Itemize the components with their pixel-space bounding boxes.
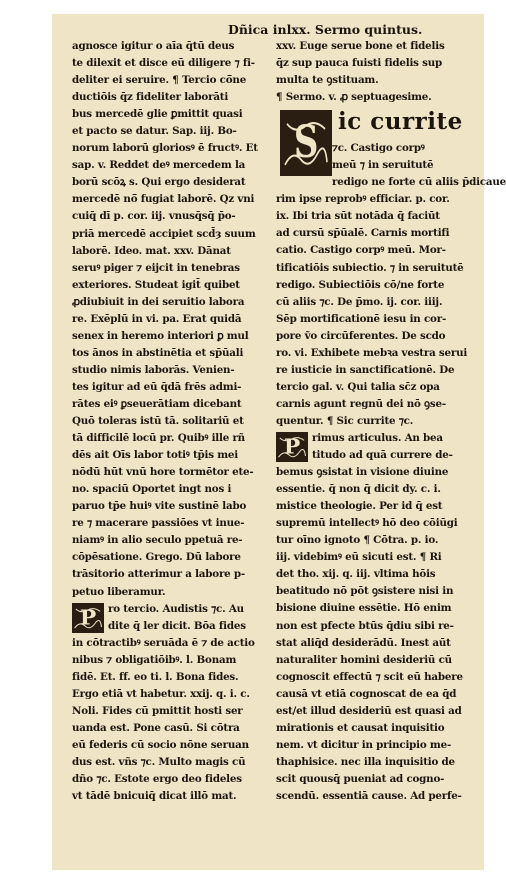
initial-s-block [280,110,332,176]
text-line: supremū intellectꝰ hō deo cōiūgi [276,517,458,530]
text-line: rātes eiꝰ ꝑseuerātiam dicebant [72,397,242,410]
book-page [52,14,506,870]
text-line: scendū. essentiā cause. Ad perfe- [276,789,462,802]
text-line: iij. videbimꝰ eū sicuti est. ¶ Ri [276,551,442,564]
text-line: tur oīno ignoto ¶ Cōtra. p. io. [276,534,439,547]
text-line: tercio gal. v. Qui talia sc̄z opa [276,380,440,393]
text-line: redigo ne forte cū aliis p̄dicaue [332,176,506,189]
text-line: mistice theologie. Per id q̄ est [276,500,443,513]
text-line: ro. vi. Exhibete mebꝛa vestra serui [276,346,468,359]
text-line: nibus ⁊ obligatiōibꝰ. l. Bonam [72,653,237,666]
text-line: deliter ei seruire. ¶ Tercio cō̄ne [72,74,247,87]
running-header: Dñica inlxx. Sermo quintus. [228,22,423,37]
text-line: cognoscit effectū ⁊ scit eū habere [276,670,463,683]
text-line: uanda est. Pone casū. Si cōtra [72,721,240,734]
text-line: sap. v. Reddet deꝰ mercedem la [72,159,246,172]
text-line: vt tādē bnicuiq̄ dicat illō mat. [72,790,237,803]
dropcap-letter: S [293,117,319,169]
text-line: laborē. Ideo. mat. xxv. Dānat [72,244,231,257]
text-line: exteriores. Studeat igit̄ quibet [72,278,240,291]
text-line: seruꝰ piger ⁊ eijcit in tenebras [72,261,240,274]
text-line: rim ipse reprobꝰ efficiar. p. cor. [276,193,450,206]
text-line: cū aliis ⁊c. De p̄mo. ij. cor. iiij. [276,295,443,308]
text-line: carnis agunt regnū dei nō ꝯse- [276,397,446,410]
text-line: causā vt etiā cognoscat de ea q̄d [276,687,457,700]
left-column [72,38,267,805]
text-line: bisione diuine essētie. Hō enim [276,602,452,615]
text-line: ⁊c. Castigo corpꝰ [332,142,425,155]
text-line: no. spaciū Oportet ingt nos i [72,483,232,496]
text-line: priā mercedē accipiet scd̄ȝ suum [72,227,256,240]
text-line: q̄z sup pauca fuisti fidelis sup [276,57,443,70]
text-line: te dilexit et disce eū diligere ⁊ fi- [72,57,255,70]
text-line: re ⁊ macerare passiōes vt inue- [72,517,245,530]
dropcap-letter: P [79,604,97,630]
text-line: nem. vt dicitur in principio me- [276,738,452,751]
text-line: ¶ Sermo. v. ꝓ septuagesime. [276,91,432,104]
text-line: quentur. ¶ Sic currite ⁊c. [276,414,414,427]
text-line: xxv. Euge serue bone et fidelis [276,40,445,52]
text-line: scit quousq̄ pueniat ad cogno- [276,772,445,785]
text-line: ductiōis q̄z fideliter laborāti [72,91,229,104]
text-line: Ergo etiā vt habetur. xxij. q. i. c. [72,687,250,700]
text-line: titudo ad quā currere de- [312,449,453,462]
text-line: Sēp mortificationē iesu in cor- [276,312,447,325]
text-line: nōdū hūt vnū hore tormētor ete- [72,466,254,479]
text-line: multa te ꝯstituam. [276,74,379,87]
text-line: redigo. Subiectiōis cō/ne forte [276,278,445,291]
text-line: essentie. q̄ non q̄ dicit dy. c. i. [276,483,441,496]
text-line: bemus ꝯsistat in visione diuine [276,466,449,479]
text-line: tes igitur ad eū q̄dā frēs admi- [72,380,242,393]
text-line: tā difficilē locū pr. Quibꝰ ille rñ [72,432,245,445]
text-line: re iusticie in sanctificationē. De [276,363,455,376]
text-line: dño ⁊c. Estote ergo deo fideles [72,773,242,786]
text-line: bus mercedē glie ꝑmittit quasi [72,108,243,121]
text-line: mercedē nō̄ fugiat laborē. Qz vni [72,193,255,206]
text-line: Noli. Fides cū pmittit hosti ser [72,704,243,717]
initial-p-block [72,603,104,633]
text-line: trāsitorio atterimur a labore p- [72,568,245,581]
text-line: est/et illud desideriū est quasi ad [276,704,462,717]
text-line: petuo liberamur. [72,585,166,598]
text-line: thaphisice. nec illa inquisitio de [276,755,455,768]
text-line: senex in heremo interiori ꝑ mul [72,329,249,342]
text-line: cōpēsatione. Grego. Dū labore [72,551,241,564]
text-line: rimus articulus. An bea [312,431,443,444]
text-line: cuiq̄ dī p. cor. iij. vnusq̄sq̄ p̄o- [72,210,236,223]
text-line: tificatiōis subiectio. ⁊ in seruitutē [276,261,464,274]
text-line: meū ⁊ in seruitutē [332,159,434,172]
text-line: niamꝰ in alio seculo ppetuā re- [72,534,243,547]
text-line: tos ānos in abstinētia et sp̄ūali [72,346,244,359]
text-line: ad cursū sp̄ūalē. Carnis mortifi [276,227,450,240]
right-column [276,38,506,805]
text-line: pore ṽo circūferentes. De scdo [276,329,446,342]
text-line: eū federis cū socio nōne seruan [72,738,249,751]
text-line: ix. Ibi tria sūt notāda q̄ faciūt [276,210,440,223]
text-line: dite q̄ ler dicit. Bōa fides [108,619,246,632]
text-line: catio. Castigo corpꝰ meū. Mor- [276,244,446,257]
dropcap-letter: P [283,434,301,459]
text-line: dus est. vñs ⁊c. Multo magis cū [72,755,246,768]
text-line: re. Exēplū in vi. pa. Erat quidā [72,312,242,325]
text-line: naturaliter homini desideriū cū [276,653,452,666]
text-line: norum laborū gloriosꝰ ē fructꝰ. Et [72,142,258,155]
text-line: in cōtractibꝰ seruāda ē ⁊ de actio [72,636,255,649]
text-line: ro tercio. Audistis ⁊c. Au [108,602,244,615]
text-line: non est pfecte btūs q̄diu sibi re- [276,619,454,632]
text-line: fidē. Et. ff. eo ti. l. Bona fides. [72,670,239,683]
text-line: studio nimis laborās. Venien- [72,363,235,376]
text-line: et pacto se datur. Sap. iij. Bo- [72,125,237,138]
text-line: stat aliq̄d desiderādū. Inest aūt [276,636,451,649]
text-line: paruo tp̄e huiꝰ vite sustinē labo [72,500,247,513]
text-line: det tho. xij. q. iij. vltima hōis [276,568,436,581]
text-line: beatitudo nō pōt ꝯsistere nisi in [276,585,454,598]
opening-words: ic currite [338,108,463,136]
text-line: ꝓdiubiuit in dei seruitio labora [72,295,245,308]
text-line: borū scōꝝ s. Qui ergo desiderat [72,176,246,189]
text-line: mirationis et causat inquisitio [276,721,445,734]
text-line: dēs ait Oīs labor totiꝰ tp̄is mei [72,449,238,462]
text-line: Quō toleras istū tā. solitariū et [72,415,244,428]
initial-p2-block [276,432,308,462]
text-line: agnosce igitur o aīa q̄tū deus [72,40,235,52]
